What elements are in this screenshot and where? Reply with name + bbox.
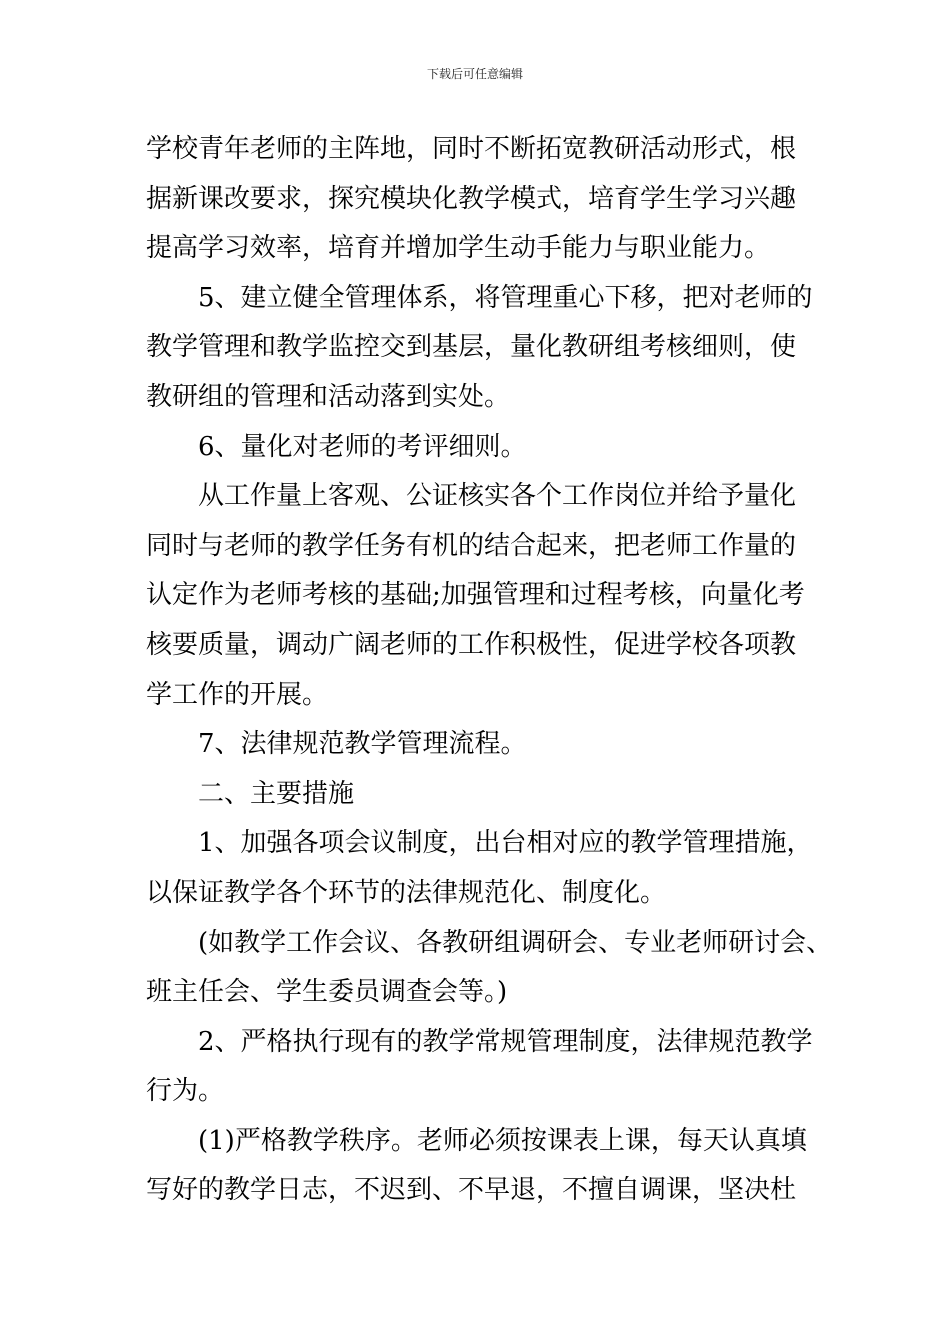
- text-line: 核要质量，调动广阔老师的工作积极性，促进学校各项教: [146, 629, 797, 660]
- text-line: (1)严格教学秩序。老师必须按课表上课，每天认真填: [198, 1125, 807, 1156]
- section-heading: 二、主要措施: [198, 778, 355, 809]
- text-line: 写好的教学日志，不迟到、不早退，不擅自调课，坚决杜: [146, 1175, 797, 1206]
- text-line: 1、加强各项会议制度，出台相对应的教学管理措施，: [198, 828, 813, 859]
- text-line: 学校青年老师的主阵地，同时不断拓宽教研活动形式，根: [146, 134, 797, 164]
- text-line: 认定作为老师考核的基础;加强管理和过程考核，向量化考: [146, 580, 805, 611]
- document-body: [146, 128, 833, 1219]
- text-line: 班主任会、学生委员调查会等。): [146, 977, 508, 1008]
- text-line: 据新课改要求，探究模块化教学模式，培育学生学习兴趣: [146, 183, 797, 214]
- text-line: 2、严格执行现有的教学常规管理制度，法律规范教学: [198, 1026, 813, 1057]
- text-line: 7、法律规范教学管理流程。: [198, 729, 527, 760]
- text-line: 学工作的开展。: [146, 679, 329, 710]
- text-line: 教学管理和教学监控交到基层，量化教研组考核细则，使: [146, 332, 797, 363]
- text-line: 提高学习效率，培育并增加学生动手能力与职业能力。: [146, 233, 771, 264]
- text-line: 6、量化对老师的考评细则。: [198, 431, 527, 462]
- text-line: (如教学工作会议、各教研组调研会、专业老师研讨会、: [198, 927, 833, 958]
- text-line: 行为。: [146, 1076, 225, 1107]
- text-line: 同时与老师的教学任务有机的结合起来，把老师工作量的: [146, 530, 797, 561]
- text-line: 教研组的管理和活动落到实处。: [146, 381, 511, 412]
- text-line: 以保证教学各个环节的法律规范化、制度化。: [146, 877, 667, 908]
- page-header: 下载后可任意编辑: [426, 67, 523, 81]
- text-line: 从工作量上客观、公证核实各个工作岗位并给予量化: [198, 481, 797, 512]
- text-line: 5、建立健全管理体系，将管理重心下移，把对老师的: [198, 282, 813, 313]
